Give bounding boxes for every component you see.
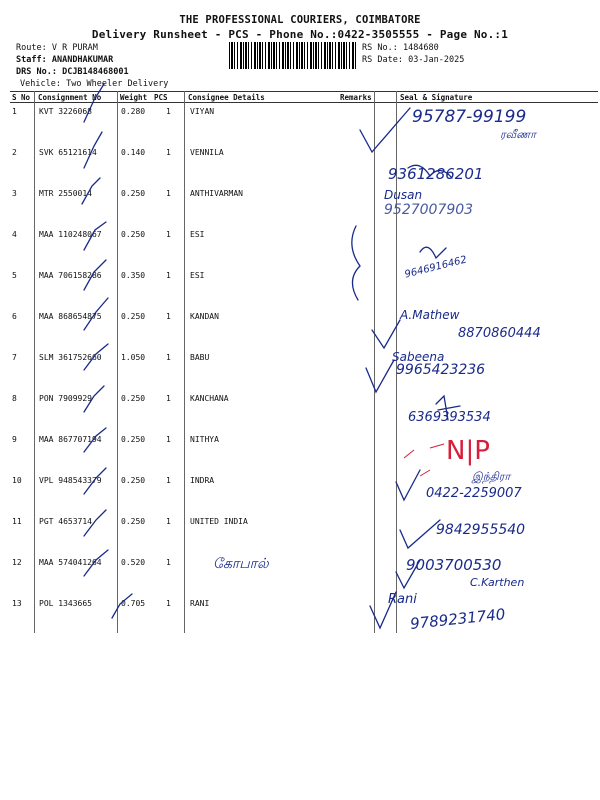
col-header-consignment: Consignment No	[38, 93, 102, 102]
cell-consignee: BABU	[190, 353, 210, 362]
cell-consignee: VIYAN	[190, 107, 215, 116]
cell-weight: 1.050	[121, 353, 146, 362]
handwritten-name: Sabeena	[392, 350, 445, 364]
cell-consignee: ANTHIVARMAN	[190, 189, 243, 198]
cell-pcs: 1	[166, 558, 171, 567]
vehicle-label: Vehicle:	[20, 79, 61, 89]
cell-sno: 9	[12, 435, 17, 444]
staff-label: Staff:	[16, 55, 47, 65]
tick-mark	[84, 260, 106, 290]
cell-consignment: PON 7909929	[39, 394, 92, 403]
sig-scribble	[420, 247, 446, 258]
handwritten-name: Rani	[388, 592, 417, 607]
cell-weight: 0.250	[121, 394, 146, 403]
cell-sno: 6	[12, 312, 17, 321]
sig-check	[372, 320, 400, 348]
cell-weight: 0.280	[121, 107, 146, 116]
cell-sno: 12	[12, 558, 22, 567]
cell-sno: 11	[12, 517, 22, 526]
cell-sno: 5	[12, 271, 17, 280]
tick-mark	[84, 428, 106, 452]
cell-consignee: INDRA	[190, 476, 215, 485]
cell-consignee: ESI	[190, 230, 205, 239]
sig-check	[400, 520, 440, 548]
tick-mark	[82, 178, 100, 204]
handwritten-phone: 9003700530	[406, 556, 502, 574]
tick-mark	[84, 468, 106, 494]
tick-mark	[84, 84, 104, 122]
col-header-signature: Seal & Signature	[400, 93, 473, 102]
handwritten-phone: 9646916462	[403, 254, 469, 281]
np-mark: N|P	[446, 436, 490, 466]
col-header-consignee: Consignee Details	[188, 93, 265, 102]
cell-consignee: ESI	[190, 271, 205, 280]
cell-pcs: 1	[166, 148, 171, 157]
cell-pcs: 1	[166, 599, 171, 608]
cell-pcs: 1	[166, 353, 171, 362]
drs-value: DCJB148468001	[62, 67, 129, 77]
cell-weight: 0.705	[121, 599, 146, 608]
cell-weight: 0.140	[121, 148, 146, 157]
staff-value: ANANDHAKUMAR	[51, 55, 114, 65]
cell-consignment: MAA 868654875	[39, 312, 102, 321]
tick-mark	[84, 132, 102, 168]
handwritten-phone: 0422-2259007	[426, 486, 522, 501]
rs-no-label: RS No.:	[362, 43, 398, 53]
cell-consignment: SVK 65121614	[39, 148, 97, 157]
cell-pcs: 1	[166, 271, 171, 280]
col-header-sno: S No	[12, 93, 31, 102]
handwritten-consignee: கோபால்	[213, 556, 269, 572]
tick-mark	[84, 510, 106, 536]
tick-mark	[84, 550, 108, 576]
cell-pcs: 1	[166, 476, 171, 485]
handwritten-phone: 95787-99199	[412, 107, 527, 127]
cell-weight: 0.250	[121, 517, 146, 526]
cell-consignment: MAA 867707194	[39, 435, 102, 444]
cell-sno: 8	[12, 394, 17, 403]
cell-pcs: 1	[166, 107, 171, 116]
cell-pcs: 1	[166, 312, 171, 321]
company-title: THE PROFESSIONAL COURIERS, COIMBATORE	[179, 14, 421, 26]
handwritten-phone: 6369393534	[408, 410, 491, 425]
route-value: V R PURAM	[51, 43, 98, 53]
runsheet-subtitle: Delivery Runsheet - PCS - Phone No.:0422-3505555 - Page No.:1	[91, 28, 509, 41]
cell-consignment: MTR 2550014	[39, 189, 92, 198]
sig-check	[396, 470, 420, 500]
col-header-remarks: Remarks	[340, 93, 372, 102]
cell-consignment: SLM 361752660	[39, 353, 102, 362]
cell-pcs: 1	[166, 435, 171, 444]
cell-sno: 7	[12, 353, 17, 362]
col-header-weight: Weight	[120, 93, 148, 102]
cell-weight: 0.250	[121, 312, 146, 321]
cell-pcs: 1	[166, 517, 171, 526]
cell-consignee: KANDAN	[190, 312, 219, 321]
cell-sno: 10	[12, 476, 22, 485]
handwritten-name: இந்திரா	[472, 470, 511, 483]
rs-date-value: 03-Jan-2025	[408, 55, 465, 65]
handwritten-phone: 9789231740	[409, 605, 507, 633]
cell-consignment: KVT 3226068	[39, 107, 92, 116]
sig-check	[360, 108, 410, 152]
sig-check	[352, 226, 360, 300]
cell-consignment: MAA 706158286	[39, 271, 102, 280]
cell-sno: 13	[12, 599, 22, 608]
handwritten-phone: 9527007903	[384, 202, 474, 218]
tick-mark	[84, 344, 108, 370]
col-header-pcs: PCS	[154, 93, 168, 102]
drs-label: DRS No.:	[16, 67, 57, 77]
cell-consignment: VPL 948543379	[39, 476, 102, 485]
handwritten-phone: 9361286201	[388, 165, 484, 183]
red-marks	[404, 444, 444, 476]
cell-weight: 0.250	[121, 230, 146, 239]
tick-mark	[84, 386, 104, 412]
cell-consignee: KANCHANA	[190, 394, 229, 403]
handwritten-name: C.Karthen	[470, 576, 525, 589]
cell-weight: 0.520	[121, 558, 146, 567]
route-label: Route:	[16, 43, 47, 53]
cell-consignment: MAA 110248067	[39, 230, 102, 239]
vehicle-value: Two Wheeler Delivery	[66, 79, 169, 89]
cell-weight: 0.250	[121, 435, 146, 444]
rs-no-value: 1484680	[402, 43, 439, 53]
tick-mark	[84, 298, 108, 330]
cell-sno: 3	[12, 189, 17, 198]
cell-sno: 2	[12, 148, 17, 157]
handwritten-name: A.Mathew	[400, 308, 460, 322]
tick-mark	[112, 594, 132, 618]
cell-pcs: 1	[166, 230, 171, 239]
cell-consignment: POL 1343665	[39, 599, 92, 608]
cell-consignee: UNITED INDIA	[190, 517, 248, 526]
cell-consignee: NITHYA	[190, 435, 219, 444]
cell-consignee: VENNILA	[190, 148, 224, 157]
sig-check	[366, 360, 394, 392]
cell-weight: 0.250	[121, 189, 146, 198]
cell-sno: 1	[12, 107, 17, 116]
tick-mark	[84, 222, 106, 250]
cell-consignee: RANI	[190, 599, 210, 608]
cell-sno: 4	[12, 230, 17, 239]
cell-pcs: 1	[166, 394, 171, 403]
handwritten-name: Dusan	[384, 188, 423, 202]
handwritten-phone: 9842955540	[436, 522, 526, 538]
rs-date-label: RS Date:	[362, 55, 403, 65]
cell-pcs: 1	[166, 189, 171, 198]
cell-consignment: PGT 4653714	[39, 517, 92, 526]
handwritten-name: ரவீணா	[500, 128, 536, 141]
cell-consignment: MAA 574041264	[39, 558, 102, 567]
handwritten-phone: 9965423236	[396, 362, 486, 378]
cell-weight: 0.350	[121, 271, 146, 280]
cell-weight: 0.250	[121, 476, 146, 485]
handwritten-phone: 8870860444	[458, 326, 541, 341]
